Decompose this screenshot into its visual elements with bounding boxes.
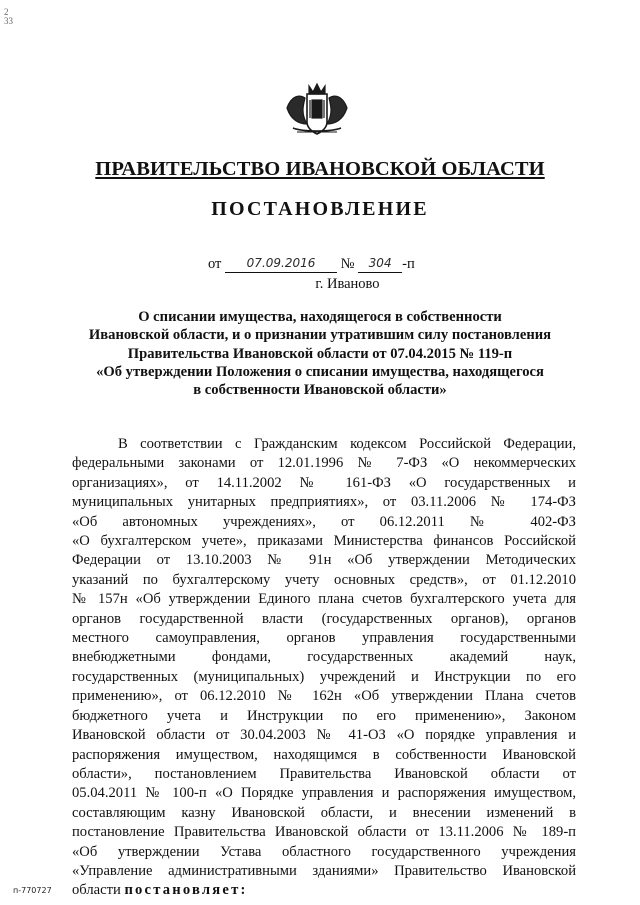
- body-line: постановление Правительства Ивановской области от 13.11.2006 № 189-п: [72, 824, 576, 841]
- body-line: муниципальных унитарных предприятиях», от 03.11.2006 № 174-ФЗ: [72, 494, 576, 511]
- body-line: организациях», от 14.11.2002 № 161-ФЗ «О государственных и: [72, 474, 576, 491]
- date-blank: [225, 255, 337, 273]
- title-line: Ивановской области, и о признании утратившим силу постановления: [88, 327, 552, 344]
- body-line: составляющим казну Ивановской области, и внесении изменений в: [72, 804, 576, 821]
- body-line: бюджетного учета и Инструкции по его применению», Законом: [72, 707, 576, 724]
- body-line: органов государственной власти (государственных органов), органов: [72, 610, 576, 627]
- number-sign: №: [340, 256, 355, 272]
- body-line: применению», от 06.12.2010 № 162н «Об утверждении Плана счетов: [72, 688, 576, 705]
- body-line: распоряжения имуществом, находящимся в собственности Ивановской: [72, 746, 576, 763]
- title-line: в собственности Ивановской области»: [193, 382, 447, 399]
- date-value: 07.09.2016: [246, 256, 316, 270]
- body-line: области», постановлением Правительства Ивановской области от: [72, 765, 576, 782]
- body-line: внебюджетными фондами, государственных академий наук,: [72, 649, 576, 666]
- closing-line: [72, 881, 576, 900]
- title-line: О списании имущества, находящегося в собственности: [138, 309, 502, 325]
- body-line: В соответствии с Гражданским кодексом Российской Федерации,: [118, 436, 576, 452]
- body-line: «Об автономных учреждениях», от 06.12.2011 № 402-ФЗ: [72, 513, 576, 530]
- city: г. Иваново: [315, 276, 380, 292]
- body-line: «О бухгалтерском учете», приказами Министерства финансов Российской: [72, 533, 576, 550]
- number-suffix: -п: [402, 256, 415, 272]
- number-blank: [358, 255, 402, 273]
- document-title: [0, 308, 640, 399]
- closing-lead: области: [72, 882, 121, 899]
- body-line: указаний по бухгалтерскому учету основных средств», от 01.12.2010: [72, 571, 576, 588]
- body-line: Федерации от 13.10.2003 № 91н «Об утверждении Методических: [72, 552, 576, 569]
- government-title: ПРАВИТЕЛЬСТВО ИВАНОВСКОЙ ОБЛАСТИ: [95, 158, 545, 180]
- body-line: Ивановской области от 30.04.2003 № 41-ОЗ «О порядке управления и: [72, 727, 576, 744]
- decree-word: постановляет:: [124, 882, 248, 899]
- body-line: № 157н «Об утверждении Единого плана счетов бухгалтерского учета для: [72, 591, 576, 608]
- footer-code: п-770727: [13, 886, 52, 895]
- document-type: ПОСТАНОВЛЕНИЕ: [211, 198, 429, 220]
- title-line: Правительства Ивановской области от 07.04.2015 № 119-п: [127, 345, 513, 362]
- body-line: федеральными законами от 12.01.1996 № 7-ФЗ «О некоммерческих: [72, 455, 576, 472]
- margin-mark: 2 33: [4, 7, 13, 26]
- date-prefix: от: [208, 256, 222, 272]
- body-line: «Об утверждении Устава областного государственного учреждения: [72, 843, 576, 860]
- body-line: государственных (муниципальных) учреждений и Инструкции по его: [72, 668, 576, 685]
- body-line: «Управление административными зданиями» Правительство Ивановской: [72, 862, 576, 879]
- body-line: местного самоуправления, органов управления государственными: [72, 630, 576, 647]
- title-line: «Об утверждении Положения о списании имущества, находящегося: [96, 363, 544, 380]
- date-line: [208, 255, 415, 273]
- body-line: 05.04.2011 № 100-п «О Порядке управления и распоряжения имуществом,: [72, 785, 576, 802]
- coat-of-arms-icon: [283, 78, 351, 138]
- body-paragraph: [72, 435, 576, 901]
- number-value: 304: [368, 256, 392, 270]
